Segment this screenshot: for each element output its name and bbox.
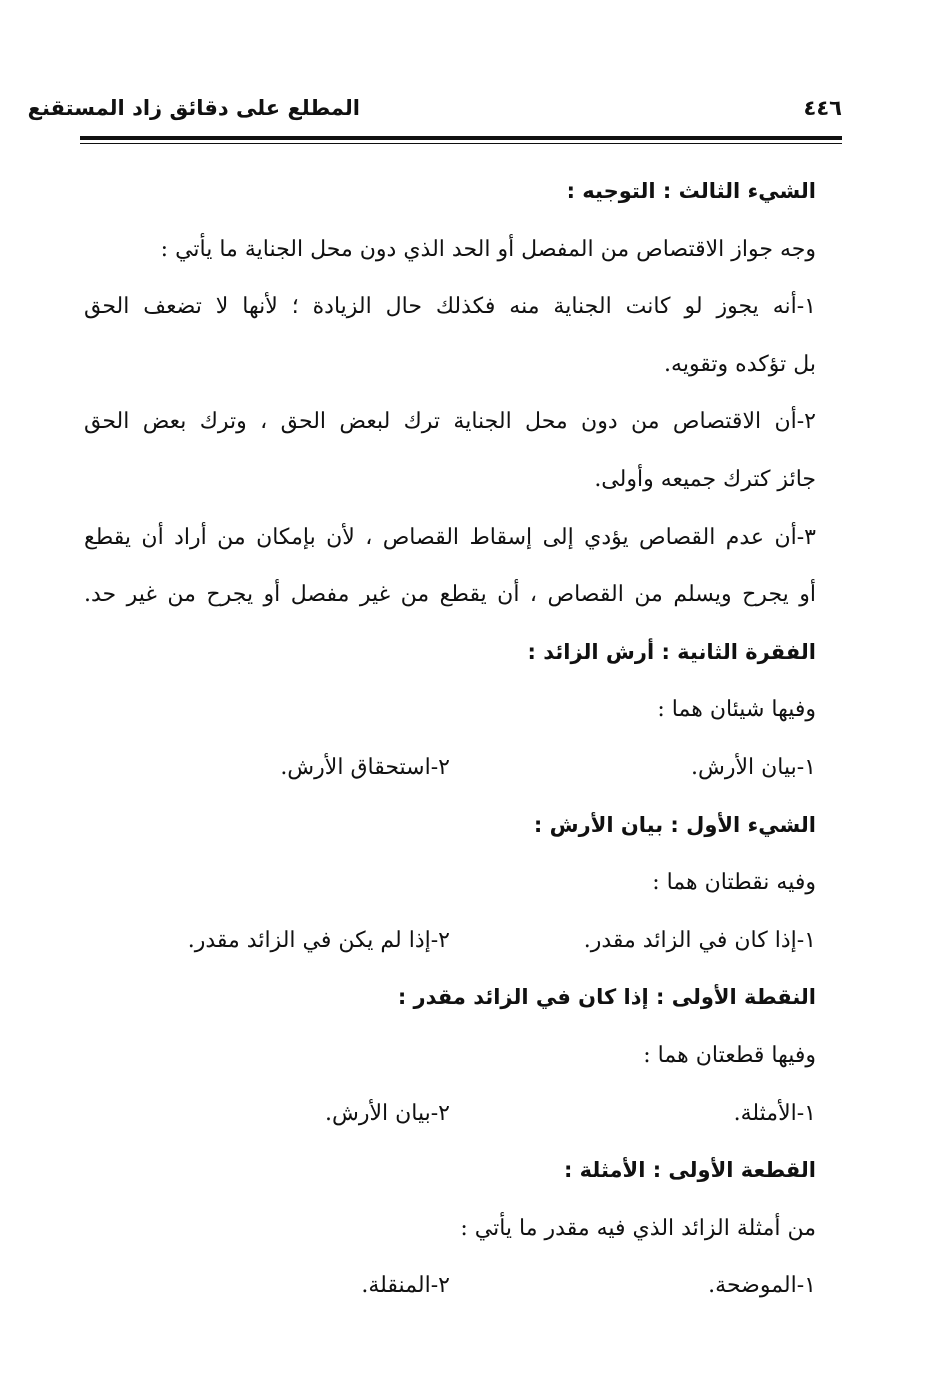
heading-first-point: النقطة الأولى : إذا كان في الزائد مقدر :	[397, 985, 816, 1010]
book-title: المطلع على دقائق زاد المستقنع	[27, 96, 360, 120]
list-two-pieces	[84, 1085, 816, 1143]
heading-second-paragraph: الفقرة الثانية : أرش الزائد :	[527, 639, 816, 664]
reason-2-line-1: ٢-أن الاقتصاص من دون محل الجناية ترك لبعض الحق ، وترك بعض الحق	[84, 409, 816, 435]
reason-1-line-2: بل تؤكده وتقويه.	[664, 351, 816, 377]
heading-first-thing: الشيء الأول : بيان الأرش :	[533, 812, 816, 837]
header-rule-thin	[80, 143, 842, 144]
paragraph-two-things: وفيها شيئان هما :	[657, 697, 816, 723]
page-number: ٤٤٦	[803, 96, 842, 120]
paragraph-examples-intro: من أمثلة الزائد الذي فيه مقدر ما يأتي :	[460, 1215, 816, 1241]
list-two-things	[84, 739, 816, 797]
reason-2-line-2: جائز كترك جميعه وأولى.	[594, 466, 816, 492]
list-item-piece-1: ١-الأمثلة.	[733, 1100, 816, 1126]
paragraph-two-pieces: وفيها قطعتان هما :	[643, 1042, 816, 1068]
list-item-example-1: ١-الموضحة.	[708, 1273, 816, 1299]
list-two-points	[84, 912, 816, 970]
running-header	[27, 94, 842, 134]
header-rule-thick	[80, 136, 842, 140]
page-body	[84, 163, 816, 1315]
list-item-thing-2: ٢-استحقاق الأرش.	[280, 754, 450, 780]
list-item-point-2: ٢-إذا لم يكن في الزائد مقدر.	[187, 927, 450, 953]
list-item-piece-2: ٢-بيان الأرش.	[324, 1100, 450, 1126]
reason-3-line-1: ٣-أن عدم القصاص يؤدي إلى إسقاط القصاص ، لأن بإمكان من أراد أن يقطع	[84, 524, 816, 550]
reason-1-line-1: ١-أنه يجوز لو كانت الجناية منه فكذلك حال الزيادة ؛ لأنها لا تضعف الحق	[84, 294, 816, 320]
heading-third-thing: الشيء الثالث : التوجيه :	[566, 179, 816, 203]
reason-3-line-2: أو يجرح ويسلم من القصاص ، أن يقطع من غير مفصل أو يجرح من غير حد.	[84, 582, 816, 608]
list-item-point-1: ١-إذا كان في الزائد مقدر.	[583, 927, 816, 953]
list-item-thing-1: ١-بيان الأرش.	[690, 754, 816, 780]
list-item-example-2: ٢-المنقلة.	[361, 1273, 450, 1299]
list-examples	[84, 1257, 816, 1315]
heading-first-piece: القطعة الأولى : الأمثلة :	[563, 1158, 816, 1183]
paragraph-intro: وجه جواز الاقتصاص من المفصل أو الحد الذي دون محل الجناية ما يأتي :	[160, 236, 816, 262]
paragraph-two-points: وفيه نقطتان هما :	[652, 870, 816, 896]
